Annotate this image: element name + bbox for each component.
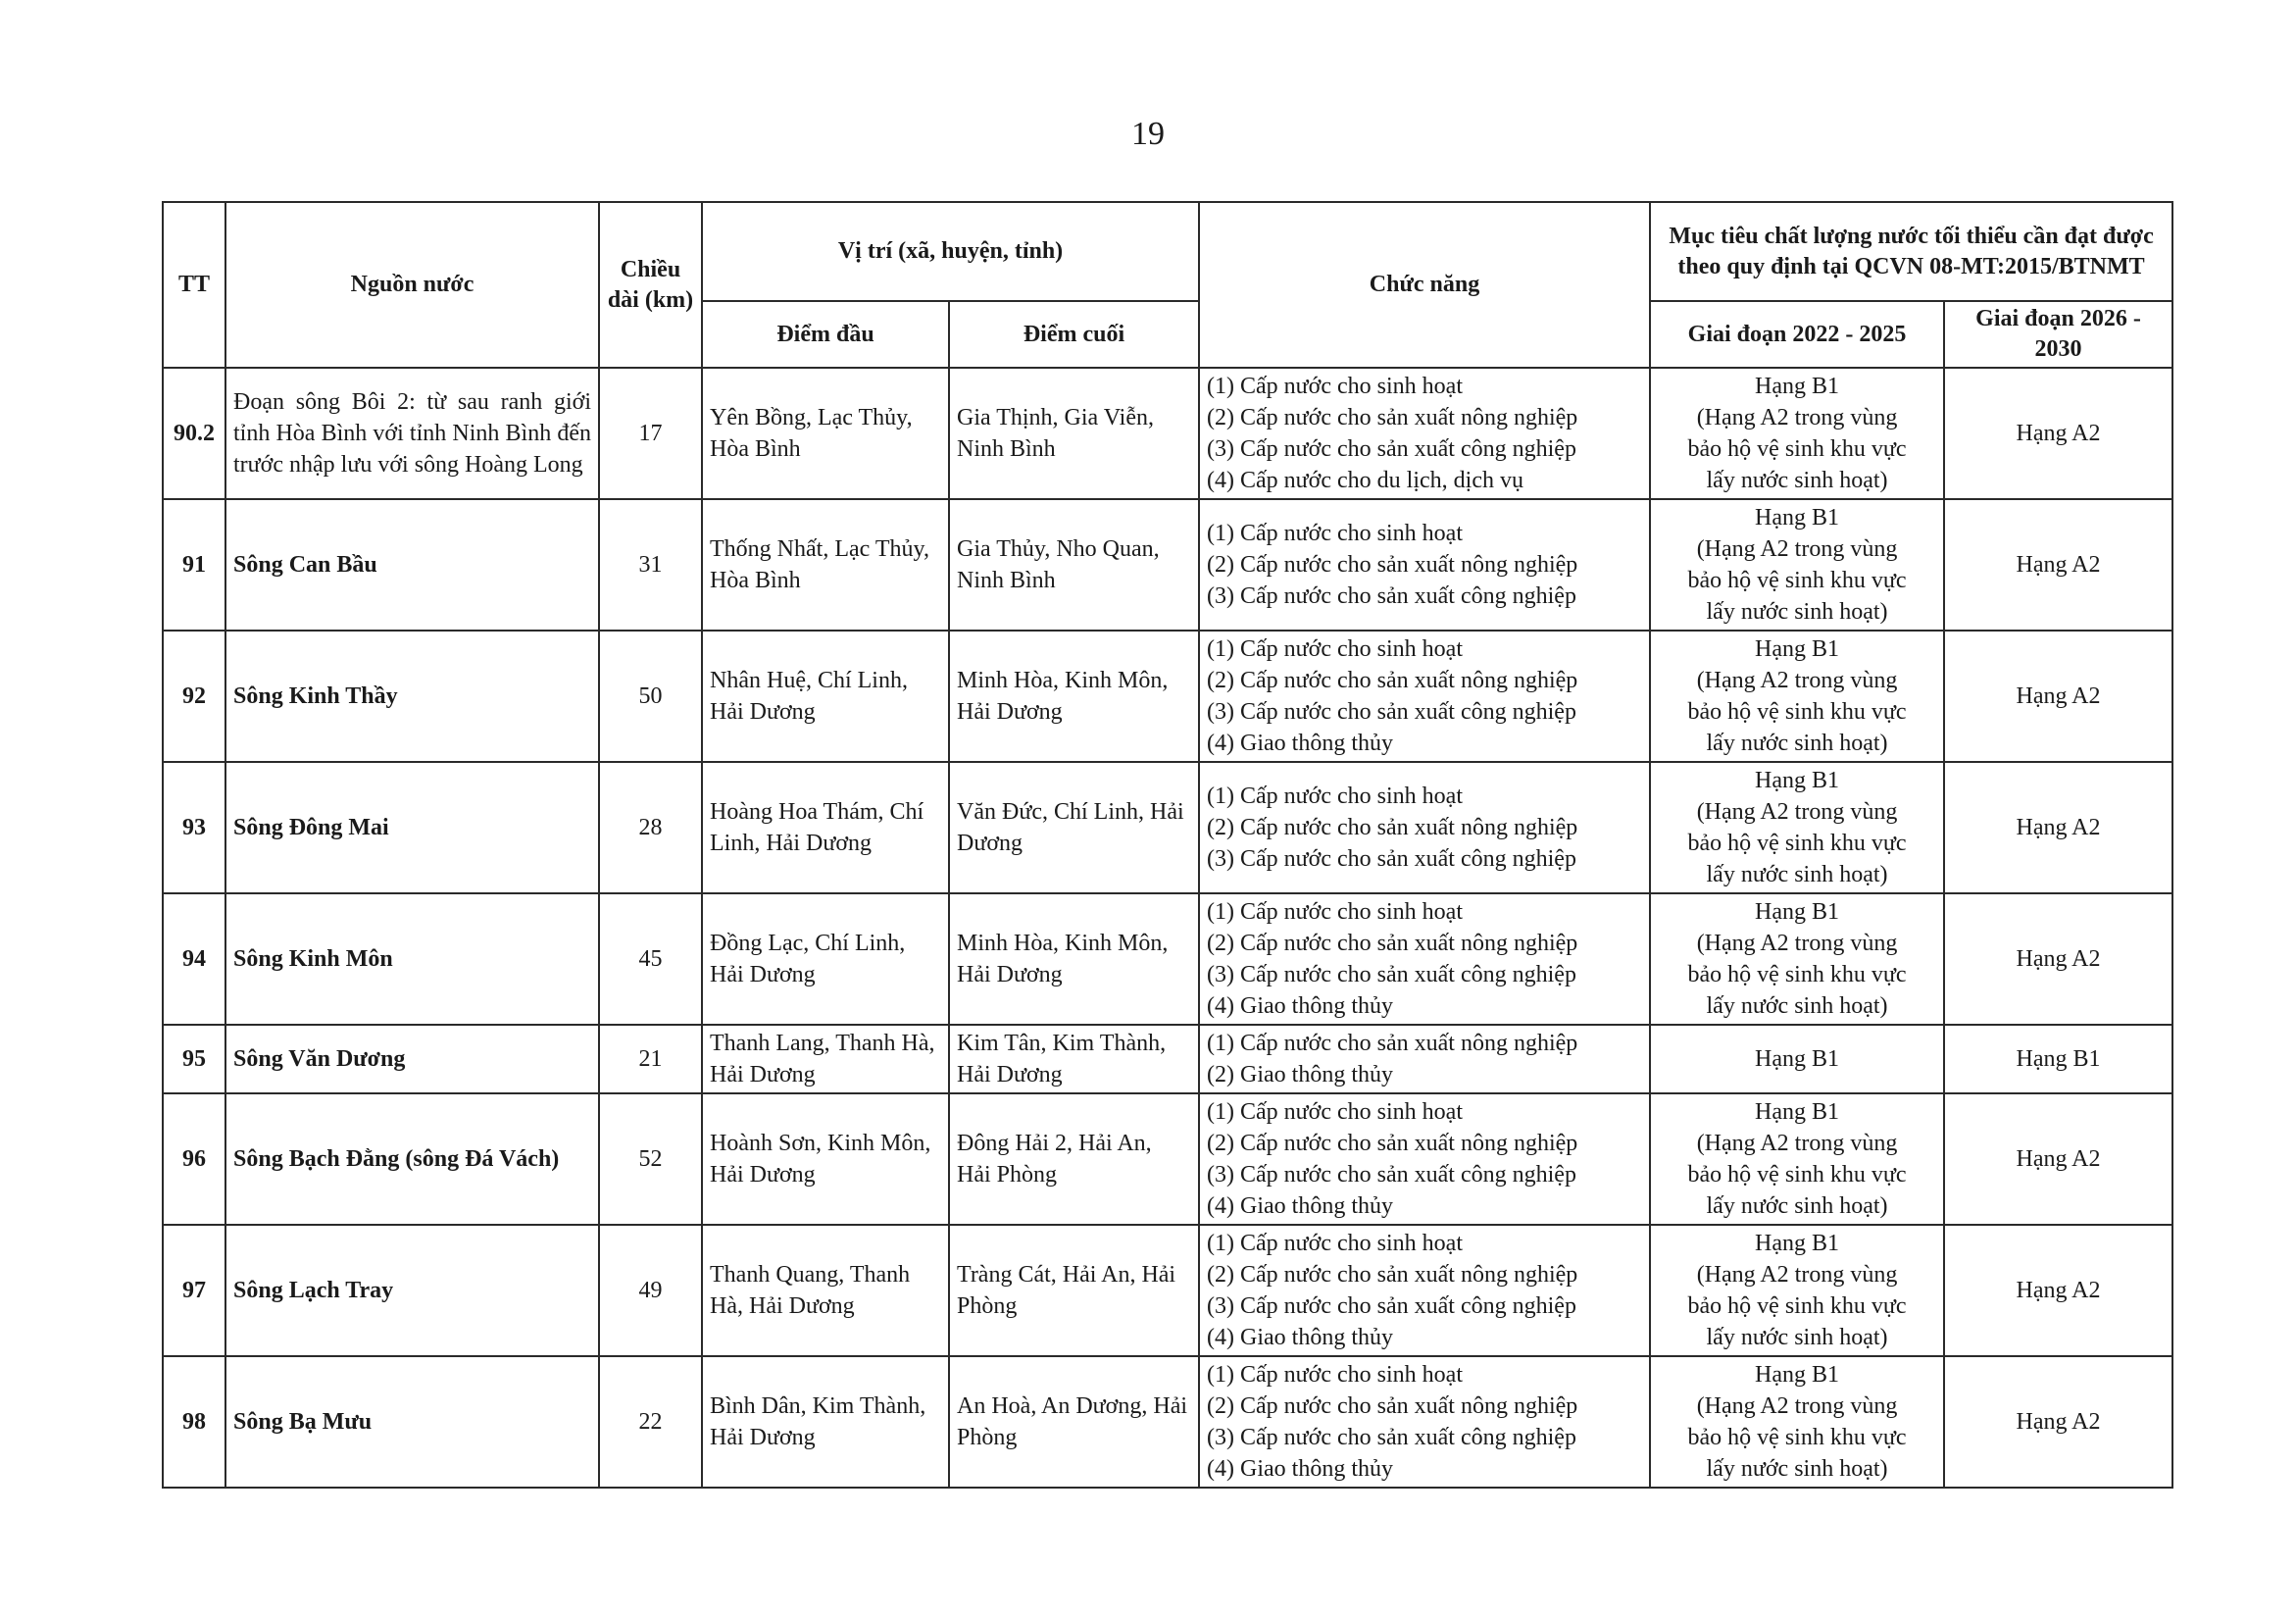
table-row bbox=[163, 893, 2172, 1025]
function-item: (2) Cấp nước cho sản xuất nông nghiệp bbox=[1207, 1393, 1578, 1419]
row-end-point: Tràng Cát, Hải An, Hải Phòng bbox=[949, 1225, 1199, 1356]
row-tt: 92 bbox=[163, 631, 225, 762]
row-goal-2026-2030: Hạng A2 bbox=[1944, 1225, 2172, 1356]
row-source-name: Sông Can Bầu bbox=[225, 499, 599, 631]
row-tt: 96 bbox=[163, 1093, 225, 1225]
function-item: (4) Giao thông thủy bbox=[1207, 993, 1393, 1019]
row-end-point: Gia Thủy, Nho Quan, Ninh Bình bbox=[949, 499, 1199, 631]
row-length: 50 bbox=[599, 631, 702, 762]
goal-line: (Hạng A2 trong vùng bbox=[1696, 405, 1898, 430]
row-start-point: Hoàng Hoa Thám, Chí Linh, Hải Dương bbox=[702, 762, 949, 893]
row-tt: 90.2 bbox=[163, 368, 225, 499]
row-goal-2026-2030: Hạng A2 bbox=[1944, 762, 2172, 893]
function-item: (3) Cấp nước cho sản xuất công nghiệp bbox=[1207, 436, 1576, 462]
row-goal-2022-2025 bbox=[1650, 762, 1944, 893]
row-goal-2022-2025 bbox=[1650, 1025, 1944, 1093]
goal-line: Hạng B1 bbox=[1755, 1046, 1840, 1072]
goal-line: lấy nước sinh hoạt) bbox=[1706, 862, 1888, 887]
goal-line: lấy nước sinh hoạt) bbox=[1706, 1456, 1888, 1482]
function-item: (4) Cấp nước cho du lịch, dịch vụ bbox=[1207, 468, 1523, 493]
row-functions bbox=[1199, 893, 1650, 1025]
row-goal-2026-2030: Hạng A2 bbox=[1944, 631, 2172, 762]
row-tt: 93 bbox=[163, 762, 225, 893]
goal-line: Hạng B1 bbox=[1755, 636, 1840, 662]
goal-line: (Hạng A2 trong vùng bbox=[1696, 799, 1898, 825]
header-source: Nguồn nước bbox=[225, 202, 599, 368]
function-item: (1) Cấp nước cho sinh hoạt bbox=[1207, 899, 1463, 925]
row-start-point: Thống Nhất, Lạc Thủy, Hòa Bình bbox=[702, 499, 949, 631]
goal-line: bảo hộ vệ sinh khu vực bbox=[1687, 831, 1907, 856]
goal-line: lấy nước sinh hoạt) bbox=[1706, 468, 1888, 493]
row-start-point: Bình Dân, Kim Thành, Hải Dương bbox=[702, 1356, 949, 1488]
function-item: (3) Cấp nước cho sản xuất công nghiệp bbox=[1207, 962, 1576, 987]
header-end: Điểm cuối bbox=[949, 301, 1199, 368]
row-length: 17 bbox=[599, 368, 702, 499]
row-goal-2026-2030: Hạng A2 bbox=[1944, 1356, 2172, 1488]
row-goal-2026-2030: Hạng A2 bbox=[1944, 499, 2172, 631]
row-goal-2022-2025 bbox=[1650, 1225, 1944, 1356]
function-item: (2) Cấp nước cho sản xuất nông nghiệp bbox=[1207, 668, 1578, 693]
header-start: Điểm đầu bbox=[702, 301, 949, 368]
row-goal-2022-2025 bbox=[1650, 631, 1944, 762]
row-tt: 97 bbox=[163, 1225, 225, 1356]
header-goal: Mục tiêu chất lượng nước tối thiểu cần đạt được theo quy định tại QCVN 08-MT:2015/BTNMT bbox=[1650, 202, 2172, 301]
goal-line: Hạng B1 bbox=[1755, 1362, 1840, 1388]
table-row bbox=[163, 1025, 2172, 1093]
table-row bbox=[163, 368, 2172, 499]
goal-line: bảo hộ vệ sinh khu vực bbox=[1687, 1425, 1907, 1450]
row-length: 31 bbox=[599, 499, 702, 631]
function-item: (1) Cấp nước cho sản xuất nông nghiệp bbox=[1207, 1031, 1578, 1056]
table-row bbox=[163, 499, 2172, 631]
goal-line: Hạng B1 bbox=[1755, 899, 1840, 925]
goal-line: (Hạng A2 trong vùng bbox=[1696, 1393, 1898, 1419]
function-item: (4) Giao thông thủy bbox=[1207, 1325, 1393, 1350]
row-source-name: Sông Văn Dương bbox=[225, 1025, 599, 1093]
goal-line: Hạng B1 bbox=[1755, 1099, 1840, 1125]
table-row bbox=[163, 762, 2172, 893]
function-item: (1) Cấp nước cho sinh hoạt bbox=[1207, 374, 1463, 399]
function-item: (3) Cấp nước cho sản xuất công nghiệp bbox=[1207, 1293, 1576, 1319]
goal-line: bảo hộ vệ sinh khu vực bbox=[1687, 1293, 1907, 1319]
goal-line: Hạng B1 bbox=[1755, 768, 1840, 793]
function-item: (1) Cấp nước cho sinh hoạt bbox=[1207, 1231, 1463, 1256]
row-source-name: Sông Kinh Thầy bbox=[225, 631, 599, 762]
header-period-2: Giai đoạn 2026 - 2030 bbox=[1944, 301, 2172, 368]
row-end-point: An Hoà, An Dương, Hải Phòng bbox=[949, 1356, 1199, 1488]
row-functions bbox=[1199, 1025, 1650, 1093]
goal-line: lấy nước sinh hoạt) bbox=[1706, 993, 1888, 1019]
table-body bbox=[163, 368, 2172, 1488]
function-item: (2) Giao thông thủy bbox=[1207, 1062, 1393, 1087]
row-goal-2022-2025 bbox=[1650, 893, 1944, 1025]
row-source-name: Sông Lạch Tray bbox=[225, 1225, 599, 1356]
header-period-1: Giai đoạn 2022 - 2025 bbox=[1650, 301, 1944, 368]
function-item: (3) Cấp nước cho sản xuất công nghiệp bbox=[1207, 699, 1576, 725]
goal-line: (Hạng A2 trong vùng bbox=[1696, 1131, 1898, 1156]
header-length: Chiều dài (km) bbox=[599, 202, 702, 368]
water-source-table bbox=[162, 201, 2173, 1489]
goal-line: bảo hộ vệ sinh khu vực bbox=[1687, 699, 1907, 725]
table-row bbox=[163, 1225, 2172, 1356]
row-goal-2026-2030: Hạng A2 bbox=[1944, 368, 2172, 499]
goal-line: bảo hộ vệ sinh khu vực bbox=[1687, 568, 1907, 593]
row-start-point: Nhân Huệ, Chí Linh, Hải Dương bbox=[702, 631, 949, 762]
row-start-point: Yên Bồng, Lạc Thủy, Hòa Bình bbox=[702, 368, 949, 499]
row-functions bbox=[1199, 631, 1650, 762]
goal-line: lấy nước sinh hoạt) bbox=[1706, 1193, 1888, 1219]
row-functions bbox=[1199, 762, 1650, 893]
row-start-point: Thanh Lang, Thanh Hà, Hải Dương bbox=[702, 1025, 949, 1093]
row-goal-2026-2030: Hạng B1 bbox=[1944, 1025, 2172, 1093]
function-item: (2) Cấp nước cho sản xuất nông nghiệp bbox=[1207, 405, 1578, 430]
row-length: 52 bbox=[599, 1093, 702, 1225]
row-end-point: Kim Tân, Kim Thành, Hải Dương bbox=[949, 1025, 1199, 1093]
row-end-point: Đông Hải 2, Hải An, Hải Phòng bbox=[949, 1093, 1199, 1225]
function-item: (2) Cấp nước cho sản xuất nông nghiệp bbox=[1207, 1262, 1578, 1288]
function-item: (3) Cấp nước cho sản xuất công nghiệp bbox=[1207, 1162, 1576, 1188]
goal-line: Hạng B1 bbox=[1755, 374, 1840, 399]
table-row bbox=[163, 1356, 2172, 1488]
function-item: (4) Giao thông thủy bbox=[1207, 1456, 1393, 1482]
function-item: (2) Cấp nước cho sản xuất nông nghiệp bbox=[1207, 815, 1578, 840]
function-item: (1) Cấp nước cho sinh hoạt bbox=[1207, 1362, 1463, 1388]
row-goal-2026-2030: Hạng A2 bbox=[1944, 893, 2172, 1025]
row-start-point: Thanh Quang, Thanh Hà, Hải Dương bbox=[702, 1225, 949, 1356]
function-item: (1) Cấp nước cho sinh hoạt bbox=[1207, 784, 1463, 809]
row-functions bbox=[1199, 368, 1650, 499]
function-item: (2) Cấp nước cho sản xuất nông nghiệp bbox=[1207, 552, 1578, 578]
function-item: (3) Cấp nước cho sản xuất công nghiệp bbox=[1207, 583, 1576, 609]
goal-line: (Hạng A2 trong vùng bbox=[1696, 931, 1898, 956]
row-source-name: Đoạn sông Bôi 2: từ sau ranh giới tỉnh Hòa Bình với tỉnh Ninh Bình đến trước nhập lưu với sông Hoàng Long bbox=[225, 368, 599, 499]
row-source-name: Sông Đông Mai bbox=[225, 762, 599, 893]
goal-line: lấy nước sinh hoạt) bbox=[1706, 1325, 1888, 1350]
row-functions bbox=[1199, 1356, 1650, 1488]
row-length: 22 bbox=[599, 1356, 702, 1488]
row-tt: 91 bbox=[163, 499, 225, 631]
goal-line: bảo hộ vệ sinh khu vực bbox=[1687, 436, 1907, 462]
function-item: (2) Cấp nước cho sản xuất nông nghiệp bbox=[1207, 931, 1578, 956]
row-source-name: Sông Kinh Môn bbox=[225, 893, 599, 1025]
function-item: (2) Cấp nước cho sản xuất nông nghiệp bbox=[1207, 1131, 1578, 1156]
row-goal-2022-2025 bbox=[1650, 368, 1944, 499]
table-row bbox=[163, 1093, 2172, 1225]
goal-line: (Hạng A2 trong vùng bbox=[1696, 536, 1898, 562]
goal-line: Hạng B1 bbox=[1755, 1231, 1840, 1256]
function-item: (1) Cấp nước cho sinh hoạt bbox=[1207, 636, 1463, 662]
row-tt: 94 bbox=[163, 893, 225, 1025]
header-tt: TT bbox=[163, 202, 225, 368]
row-length: 21 bbox=[599, 1025, 702, 1093]
row-start-point: Hoành Sơn, Kinh Môn, Hải Dương bbox=[702, 1093, 949, 1225]
row-source-name: Sông Bạch Đằng (sông Đá Vách) bbox=[225, 1093, 599, 1225]
function-item: (3) Cấp nước cho sản xuất công nghiệp bbox=[1207, 1425, 1576, 1450]
row-goal-2022-2025 bbox=[1650, 1093, 1944, 1225]
function-item: (1) Cấp nước cho sinh hoạt bbox=[1207, 521, 1463, 546]
function-item: (4) Giao thông thủy bbox=[1207, 1193, 1393, 1219]
row-goal-2022-2025 bbox=[1650, 499, 1944, 631]
row-goal-2026-2030: Hạng A2 bbox=[1944, 1093, 2172, 1225]
goal-line: bảo hộ vệ sinh khu vực bbox=[1687, 1162, 1907, 1188]
header-location: Vị trí (xã, huyện, tỉnh) bbox=[702, 202, 1199, 301]
table-row bbox=[163, 631, 2172, 762]
row-tt: 98 bbox=[163, 1356, 225, 1488]
row-end-point: Minh Hòa, Kinh Môn, Hải Dương bbox=[949, 631, 1199, 762]
row-end-point: Minh Hòa, Kinh Môn, Hải Dương bbox=[949, 893, 1199, 1025]
row-functions bbox=[1199, 499, 1650, 631]
row-source-name: Sông Bạ Mưu bbox=[225, 1356, 599, 1488]
row-end-point: Gia Thịnh, Gia Viễn, Ninh Bình bbox=[949, 368, 1199, 499]
page-number: 19 bbox=[1131, 116, 1165, 152]
row-length: 49 bbox=[599, 1225, 702, 1356]
function-item: (4) Giao thông thủy bbox=[1207, 731, 1393, 756]
function-item: (3) Cấp nước cho sản xuất công nghiệp bbox=[1207, 846, 1576, 872]
function-item: (1) Cấp nước cho sinh hoạt bbox=[1207, 1099, 1463, 1125]
goal-line: (Hạng A2 trong vùng bbox=[1696, 1262, 1898, 1288]
row-length: 28 bbox=[599, 762, 702, 893]
goal-line: (Hạng A2 trong vùng bbox=[1696, 668, 1898, 693]
row-functions bbox=[1199, 1225, 1650, 1356]
row-tt: 95 bbox=[163, 1025, 225, 1093]
row-goal-2022-2025 bbox=[1650, 1356, 1944, 1488]
row-length: 45 bbox=[599, 893, 702, 1025]
goal-line: Hạng B1 bbox=[1755, 505, 1840, 531]
goal-line: lấy nước sinh hoạt) bbox=[1706, 731, 1888, 756]
goal-line: lấy nước sinh hoạt) bbox=[1706, 599, 1888, 625]
row-start-point: Đồng Lạc, Chí Linh, Hải Dương bbox=[702, 893, 949, 1025]
header-function: Chức năng bbox=[1199, 202, 1650, 368]
row-end-point: Văn Đức, Chí Linh, Hải Dương bbox=[949, 762, 1199, 893]
row-functions bbox=[1199, 1093, 1650, 1225]
goal-line: bảo hộ vệ sinh khu vực bbox=[1687, 962, 1907, 987]
